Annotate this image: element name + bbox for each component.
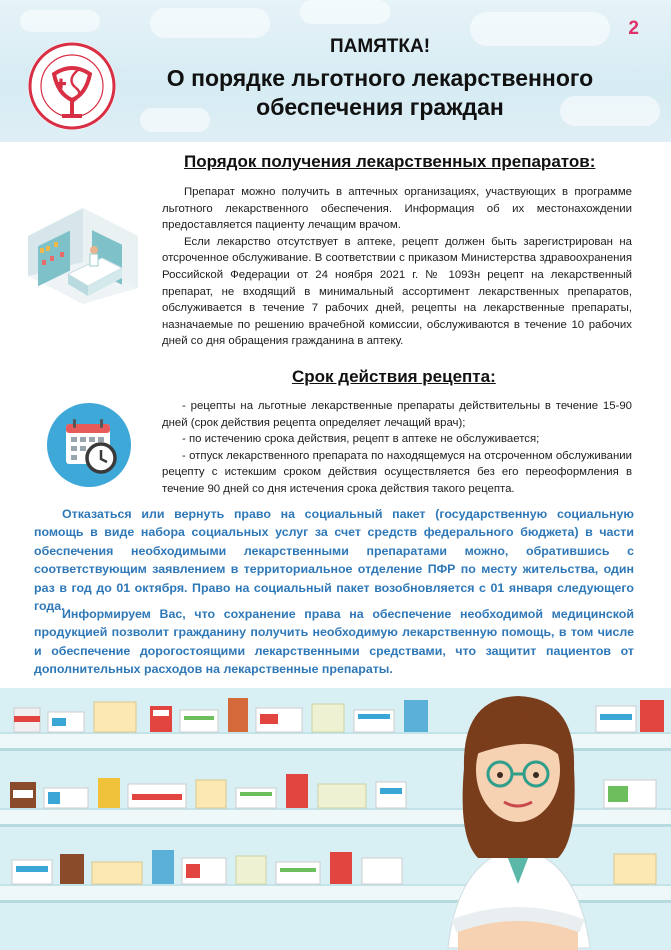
- title-main: О порядке льготного лекарственного обеспечения граждан: [166, 65, 594, 120]
- section1-paragraph: Если лекарство отсутствует в аптеке, рецепт должен быть зарегистрирован на отсроченное обслуживание. В соответствии с приказом Министерства здравоохранения Российской Федерации от 24 ноября 2021 г. № 1093н рецепт на лекарственный препарат, не входящий в минимальный ассортимент лекарственных препаратов, обслуживается в течение 7 рабочих дней, рецепты на лекарственные препараты, назначаемые по решению врачебной комиссии, обслуживаются в течение 10 рабочих дней со дня обращения гражданина в аптеку.: [162, 235, 632, 348]
- title-memo: ПАМЯТКА!: [329, 36, 431, 57]
- pharmacy-illustration: [18, 196, 153, 306]
- list-item: - рецепты на льготные лекарственные препараты действительны в течение 15-90 дней (срок действия рецепта определяет лечащий врач);: [162, 400, 632, 429]
- page-title: [140, 36, 620, 122]
- page-number: 2: [628, 18, 639, 39]
- notice-text: Информируем Вас, что сохранение права на обеспечение необходимой медицинской продукцией позволит гражданину получить необходимую лекарственную помощь, в том числе и обеспечение дорогостоящими лекарственными средствами, что защитит пациентов от дополнительных расходов на лекарственные препараты.: [34, 607, 634, 677]
- header-banner: [0, 0, 671, 142]
- section1-paragraph: Препарат можно получить в аптечных организациях, участвующих в программе льготного лекарственного обеспечения. Информация об их местонахождении предоставляется пациенту лечащим врачом.: [162, 186, 632, 232]
- section1-text: [162, 184, 632, 350]
- section-heading-procedure: Порядок получения лекарственных препаратов:: [184, 152, 596, 171]
- calendar-clock-icon: [46, 402, 132, 488]
- notice-text: Отказаться или вернуть право на социальный пакет (государственную социальную помощь в виде набора социальных услуг за счет средств федерального бюджета) в части обеспечения необходимыми лекарственными препаратами можно, обратившись с соответствующим заявлением в территориальное отделение ПФР по месту жительства, один раз в год до 01 октября. Право на социальный пакет возобновляется с 01 января следующего года.: [34, 507, 634, 614]
- section2-list: [162, 398, 632, 498]
- inform-notice: [34, 605, 634, 679]
- list-item: - по истечению срока действия, рецепт в аптеке не обслуживается;: [182, 433, 540, 446]
- list-item: - отпуск лекарственного препарата по находящемуся на отсроченном обслуживании рецепту с истекшим сроком действия осуществляется без его переоформления в течение 90 дней со дня истечения срока действия такого рецепта.: [162, 449, 632, 495]
- social-package-notice: [34, 505, 634, 615]
- section-heading-validity: Срок действия рецепта:: [292, 367, 496, 386]
- pharmacy-shelves-illustration: [0, 688, 671, 950]
- ministry-logo: [26, 40, 118, 132]
- pharmacist-illustration: [418, 688, 618, 950]
